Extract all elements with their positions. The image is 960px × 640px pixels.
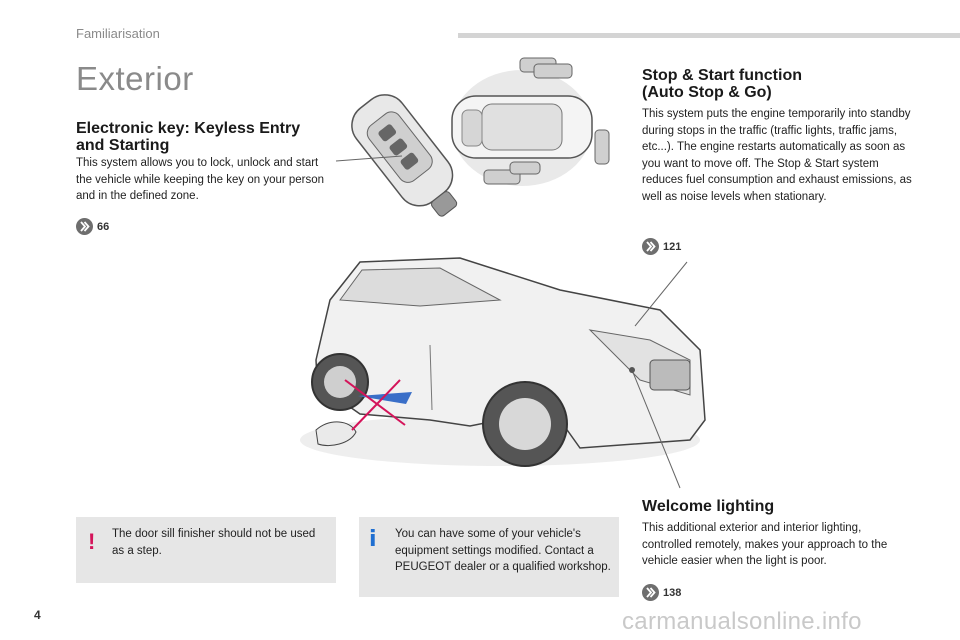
stop-start-heading-line1: Stop & Start function (642, 67, 802, 84)
keyless-heading-line2: and Starting (76, 137, 170, 154)
suv-illustration (300, 258, 705, 466)
stop-start-body: This system puts the engine temporarily into standby during stops in the traffic (traffic lights, traffic jams, etc...). The engine restarts automatically as soon as you want to move off. The Stop & Start system reduces fuel consumption and exhaust emissions, as well as noise levels when stationary. (642, 108, 912, 203)
keyless-page-number: 66 (97, 220, 110, 233)
info-note (359, 517, 619, 597)
page-title: Exterior (76, 60, 194, 97)
warning-note-text: The door sill finisher should not be used as a step. (112, 528, 316, 557)
welcome-page-number: 138 (663, 586, 682, 599)
key-fob-illustration (343, 86, 472, 229)
top-view-car-illustration (452, 58, 609, 186)
warning-icon: ! (88, 529, 96, 554)
page-number: 4 (34, 608, 41, 622)
page-reference-icon (642, 584, 659, 601)
keyless-body: This system allows you to lock, unlock and start the vehicle while keeping the key on your person and in the defined zone. (76, 157, 325, 202)
keyless-heading-line1: Electronic key: Keyless Entry (76, 120, 301, 137)
stop-start-heading-line2: (Auto Stop & Go) (642, 84, 772, 101)
info-note-text: You can have some of your vehicle's equipment settings modified. Contact a PEUGEOT dealer or a qualified workshop. (395, 528, 611, 573)
welcome-heading: Welcome lighting (642, 498, 775, 515)
welcome-page-ref[interactable] (642, 584, 681, 601)
stop-start-page-number: 121 (663, 240, 682, 253)
info-icon: i (369, 527, 377, 552)
welcome-body: This additional exterior and interior lighting, controlled remotely, makes your approach to the vehicle easier when the light is poor. (642, 522, 888, 567)
watermark: carmanualsonline.info (622, 608, 862, 635)
warning-note (76, 517, 336, 583)
section-label: Familiarisation (76, 26, 160, 41)
